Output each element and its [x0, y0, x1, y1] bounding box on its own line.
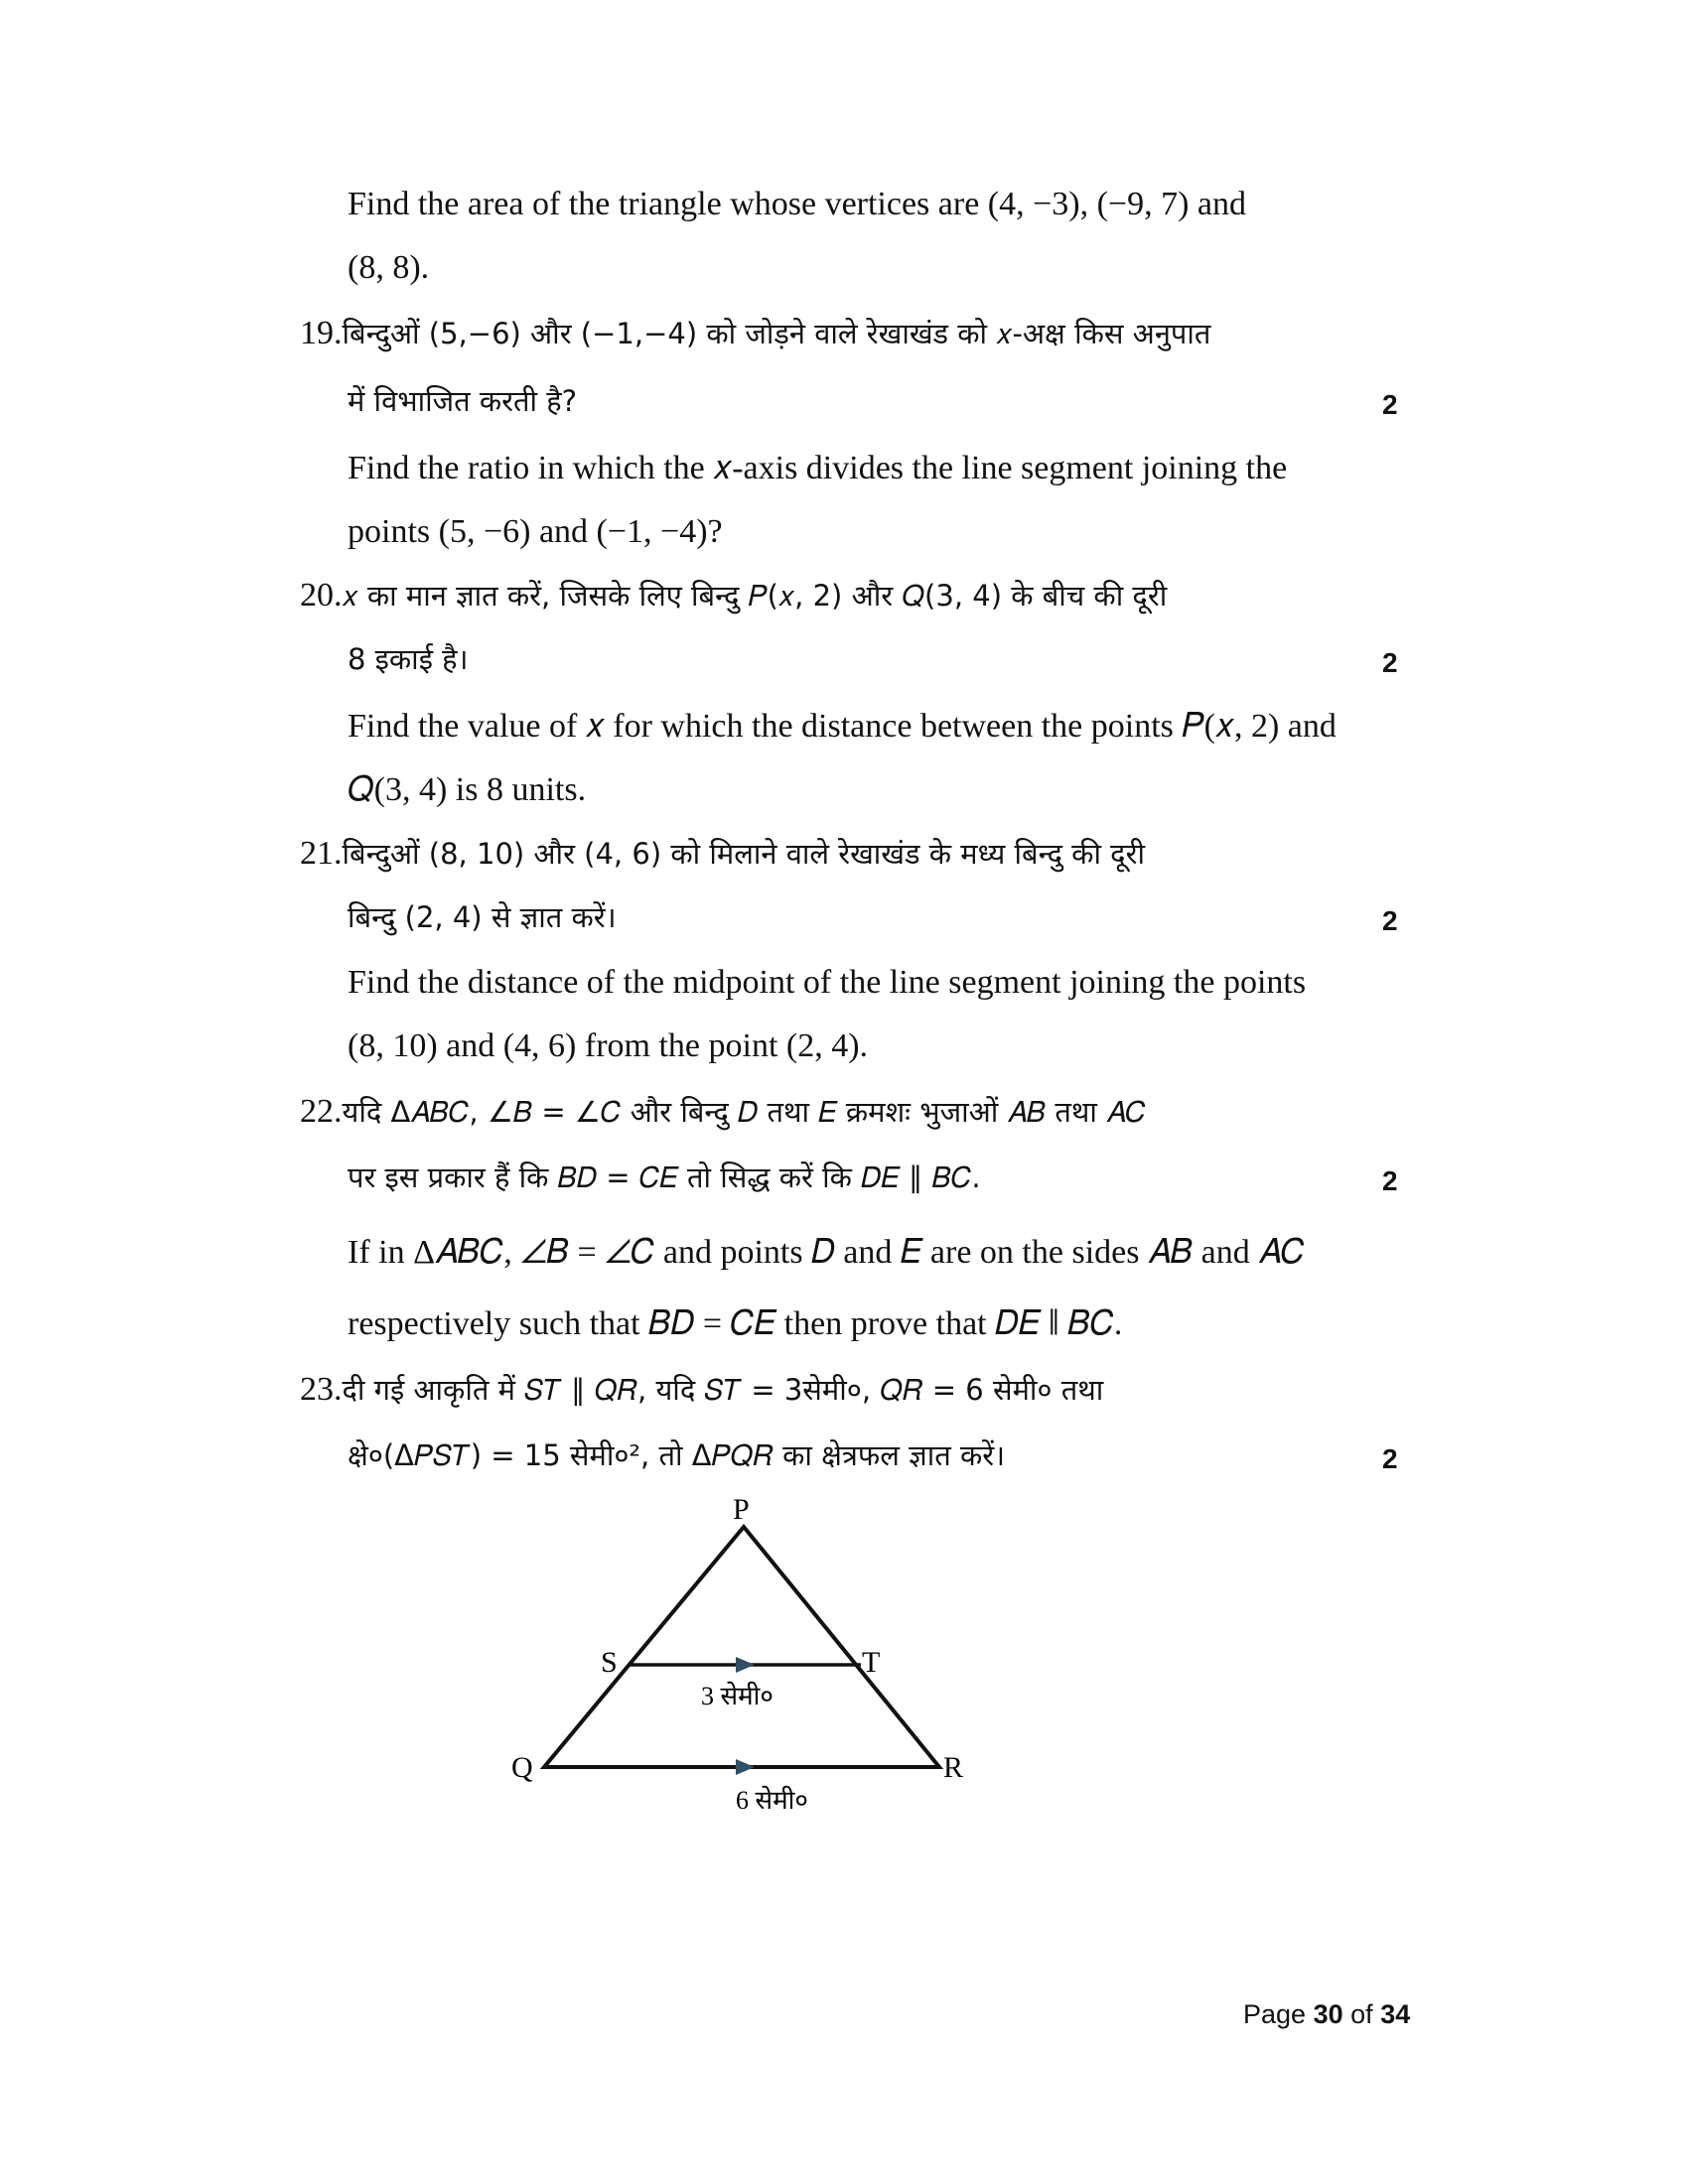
- q19-english-line-2: points (5, −6) and (−1, −4)?: [348, 513, 723, 550]
- total-pages: 34: [1380, 1999, 1411, 2029]
- qr-length-label: 6 सेमी०: [736, 1786, 808, 1815]
- q23-hindi-line-2: क्षे०(Δ𝑃𝑆𝑇) = 15 सेमी०², तो Δ𝑃𝑄𝑅 का क्षेत्रफल ज्ञात करें।: [348, 1438, 1006, 1472]
- question-number: 21.: [300, 835, 343, 872]
- q23-hindi-text: दी गई आकृति में 𝑆𝑇 ∥ 𝑄𝑅, यदि 𝑆𝑇 = 3सेमी०, 𝑄𝑅 = 6 सेमी० तथा: [342, 1373, 1104, 1407]
- question-number: 20.: [300, 577, 343, 614]
- q19-hindi-line-2: में विभाजित करती है?: [348, 384, 578, 418]
- page-label: Page: [1243, 1999, 1307, 2029]
- label-p: P: [733, 1493, 750, 1526]
- q21-marks: 2: [1382, 905, 1398, 936]
- q22-english-line-1: If in Δ𝐴𝐵𝐶, ∠𝐵 = ∠𝐶 and points 𝐷 and 𝐸 are on the sides 𝐴𝐵 and 𝐴𝐶: [348, 1234, 1306, 1271]
- q21-english-line-2: (8, 10) and (4, 6) from the point (2, 4).: [348, 1027, 869, 1064]
- label-r: R: [943, 1751, 964, 1784]
- q19-hindi-text: बिन्दुओं (5,−6) और (−1,−4) को जोड़ने वाले रेखाखंड को 𝑥-अक्ष किस अनुपात: [342, 317, 1211, 350]
- q19-marks: 2: [1382, 389, 1398, 420]
- label-s: S: [601, 1646, 618, 1679]
- page-of-label: of: [1350, 1999, 1373, 2029]
- parallel-arrow-qr-icon: [736, 1759, 755, 1775]
- q22-marks: 2: [1382, 1165, 1398, 1196]
- question-number: 22.: [300, 1093, 343, 1130]
- q18-english-line-2: (8, 8).: [348, 249, 430, 286]
- q23-marks: 2: [1382, 1443, 1398, 1474]
- q21-english-line-1: Find the distance of the midpoint of the line segment joining the points: [348, 964, 1307, 1001]
- label-t: T: [862, 1646, 881, 1679]
- q21-hindi-text: बिन्दुओं (8, 10) और (4, 6) को मिलाने वाले रेखाखंड के मध्य बिन्दु की दूरी: [342, 837, 1145, 871]
- q19-english-line-1: Find the ratio in which the 𝑥-axis divides the line segment joining the: [348, 450, 1288, 486]
- page-footer: [1243, 1999, 1410, 2030]
- label-q: Q: [511, 1751, 533, 1784]
- question-number: 19.: [300, 315, 343, 351]
- st-length-label: 3 सेमी०: [701, 1682, 774, 1710]
- current-page: 30: [1313, 1999, 1343, 2029]
- q22-hindi-text: यदि Δ𝐴𝐵𝐶, ∠𝐵 = ∠𝐶 और बिन्दु 𝐷 तथा 𝐸 क्रमशः भुजाओं 𝐴𝐵 तथा 𝐴𝐶: [342, 1095, 1146, 1129]
- q21-hindi-line-2: बिन्दु (2, 4) से ज्ञात करें।: [348, 900, 617, 934]
- q20-marks: 2: [1382, 647, 1398, 678]
- q20-english-line-2: 𝑄(3, 4) is 8 units.: [348, 771, 587, 808]
- q20-hindi-text: 𝑥 का मान ज्ञात करें, जिसके लिए बिन्दु 𝑃(𝑥, 2) और 𝑄(3, 4) के बीच की दूरी: [342, 579, 1168, 613]
- q18-english-line-1: Find the area of the triangle whose vertices are (4, −3), (−9, 7) and: [348, 186, 1247, 222]
- question-number: 23.: [300, 1371, 343, 1408]
- parallel-arrow-st-icon: [736, 1657, 755, 1673]
- q20-hindi-line-2: 8 इकाई है।: [348, 642, 469, 676]
- q20-english-line-1: Find the value of 𝑥 for which the distance between the points 𝑃(𝑥, 2) and: [348, 708, 1336, 745]
- q22-english-line-2: respectively such that 𝐵𝐷 = 𝐶𝐸 then prove that 𝐷𝐸 ∥ 𝐵𝐶.: [348, 1305, 1123, 1342]
- q22-hindi-line-2: पर इस प्रकार हैं कि 𝐵𝐷 = 𝐶𝐸 तो सिद्ध करें कि 𝐷𝐸 ∥ 𝐵𝐶.: [348, 1160, 981, 1194]
